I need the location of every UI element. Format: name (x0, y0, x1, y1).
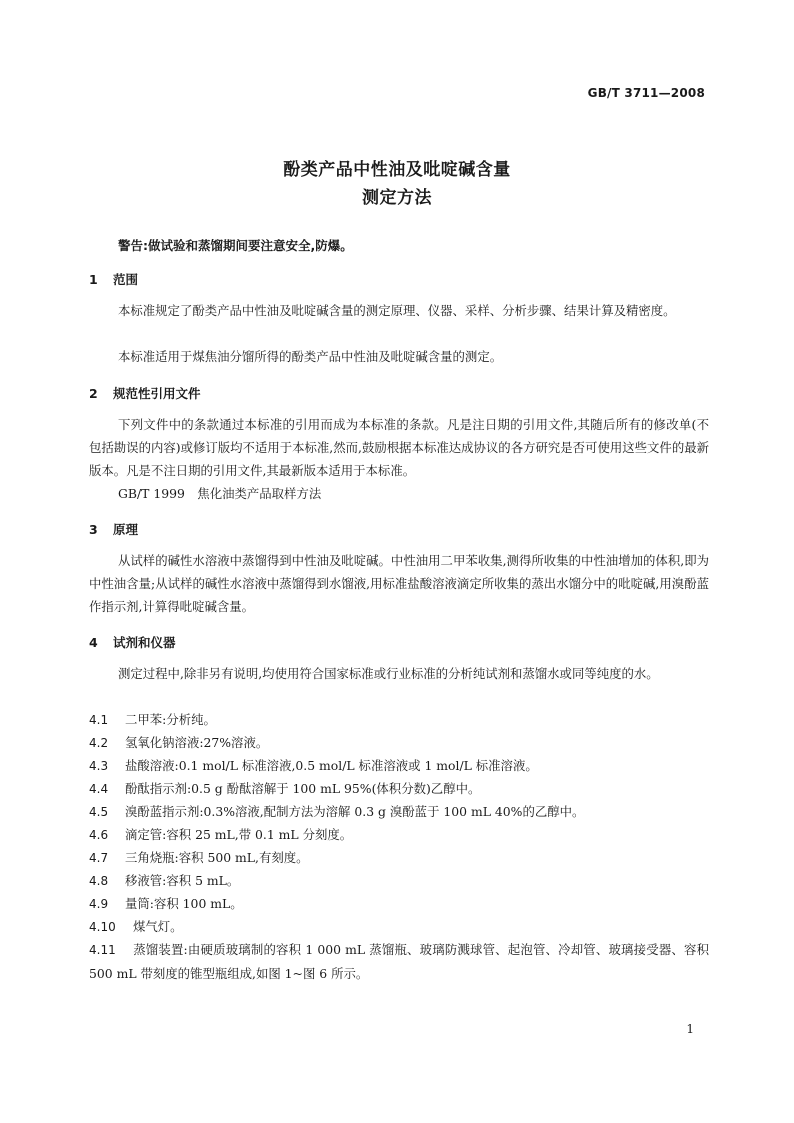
section-1-paragraph-2: 本标准适用于煤焦油分馏所得的酚类产品中性油及吡啶碱含量的测定。 (118, 349, 503, 364)
section-title: 试剂和仪器 (113, 635, 176, 650)
list-item (89, 731, 709, 755)
item-text: 氢氧化钠溶液:27%溶液。 (125, 735, 269, 750)
item-number: 4.11 (89, 943, 116, 957)
list-item (89, 869, 709, 893)
section-number: 4 (89, 635, 98, 650)
item-text: 溴酚蓝指示剂:0.3%溶液,配制方法为溶解 0.3 g 溴酚蓝于 100 mL 40%的乙醇中。 (125, 804, 585, 819)
page-number: 1 (686, 1022, 694, 1036)
list-item (89, 754, 709, 778)
item-text: 量筒:容积 100 mL。 (125, 896, 243, 911)
item-number: 4.3 (89, 759, 109, 773)
item-number: 4.6 (89, 828, 109, 842)
section-number: 3 (89, 522, 98, 537)
item-number: 4.7 (89, 851, 109, 865)
warning-note: 警告:做试验和蒸馏期间要注意安全,防爆。 (118, 238, 353, 253)
item-number: 4.2 (89, 736, 109, 750)
document-title: 酚类产品中性油及吡啶碱含量 (283, 160, 511, 180)
section-2-paragraph-1: 下列文件中的条款通过本标准的引用而成为本标准的条款。凡是注日期的引用文件,其随后所有的修改单(不包括勘误的内容)或修订版均不适用于本标准,然而,鼓励根据本标准达成协议的各方研究是否可使用这些文件的最新版本。凡是不注日期的引用文件,其最新版本适用于本标准。 (89, 417, 709, 478)
item-number: 4.1 (89, 713, 109, 727)
item-text: 三角烧瓶:容积 500 mL,有刻度。 (125, 850, 309, 865)
section-1-heading (89, 270, 138, 288)
section-number: 1 (89, 272, 98, 287)
section-3-heading (89, 520, 138, 538)
list-item (89, 892, 709, 916)
list-item (89, 915, 709, 939)
item-number: 4.5 (89, 805, 109, 819)
item-number: 4.4 (89, 782, 109, 796)
item-text: 煤气灯。 (133, 919, 183, 934)
list-item (89, 823, 709, 847)
item-text: 二甲苯:分析纯。 (125, 712, 216, 727)
section-title: 范围 (113, 272, 139, 287)
item-text: 酚酞指示剂:0.5 g 酚酞溶解于 100 mL 95%(体积分数)乙醇中。 (125, 781, 481, 796)
section-number: 2 (89, 386, 98, 401)
section-title: 规范性引用文件 (113, 386, 201, 401)
item-text: 盐酸溶液:0.1 mol/L 标准溶液,0.5 mol/L 标准溶液或 1 mol/L 标准溶液。 (125, 758, 538, 773)
section-4-heading (89, 633, 176, 651)
list-item (89, 938, 709, 985)
item-number: 4.8 (89, 874, 109, 888)
list-item (89, 777, 709, 801)
list-item (89, 708, 709, 732)
normative-reference: GB/T 1999 焦化油类产品取样方法 (118, 486, 322, 501)
section-1-paragraph-1: 本标准规定了酚类产品中性油及吡啶碱含量的测定原理、仪器、采样、分析步骤、结果计算及精密度。 (118, 303, 676, 318)
section-3-paragraph-1: 从试样的碱性水溶液中蒸馏得到中性油及吡啶碱。中性油用二甲苯收集,测得所收集的中性油增加的体积,即为中性油含量;从试样的碱性水溶液中蒸馏得到水馏液,用标准盐酸溶液滴定所收集的蒸出水馏分中的吡啶碱,用溴酚蓝作指示剂,计算得吡啶碱含量。 (89, 553, 709, 614)
section-4-paragraph-1: 测定过程中,除非另有说明,均使用符合国家标准或行业标准的分析纯试剂和蒸馏水或同等纯度的水。 (118, 666, 659, 681)
section-2-heading (89, 384, 201, 402)
item-text: 移液管:容积 5 mL。 (125, 873, 240, 888)
item-text: 滴定管:容积 25 mL,带 0.1 mL 分刻度。 (125, 827, 353, 842)
document-subtitle: 测定方法 (362, 188, 432, 208)
list-item (89, 846, 709, 870)
item-number: 4.10 (89, 920, 116, 934)
item-number: 4.9 (89, 897, 109, 911)
section-title: 原理 (113, 522, 139, 537)
list-item (89, 800, 709, 824)
item-text: 蒸馏装置:由硬质玻璃制的容积 1 000 mL 蒸馏瓶、玻璃防溅球管、起泡管、冷却管、玻璃接受器、容积 500 mL 带刻度的锥型瓶组成,如图 1~图 6 所示。 (89, 942, 709, 981)
standard-code: GB/T 3711—2008 (587, 86, 705, 100)
